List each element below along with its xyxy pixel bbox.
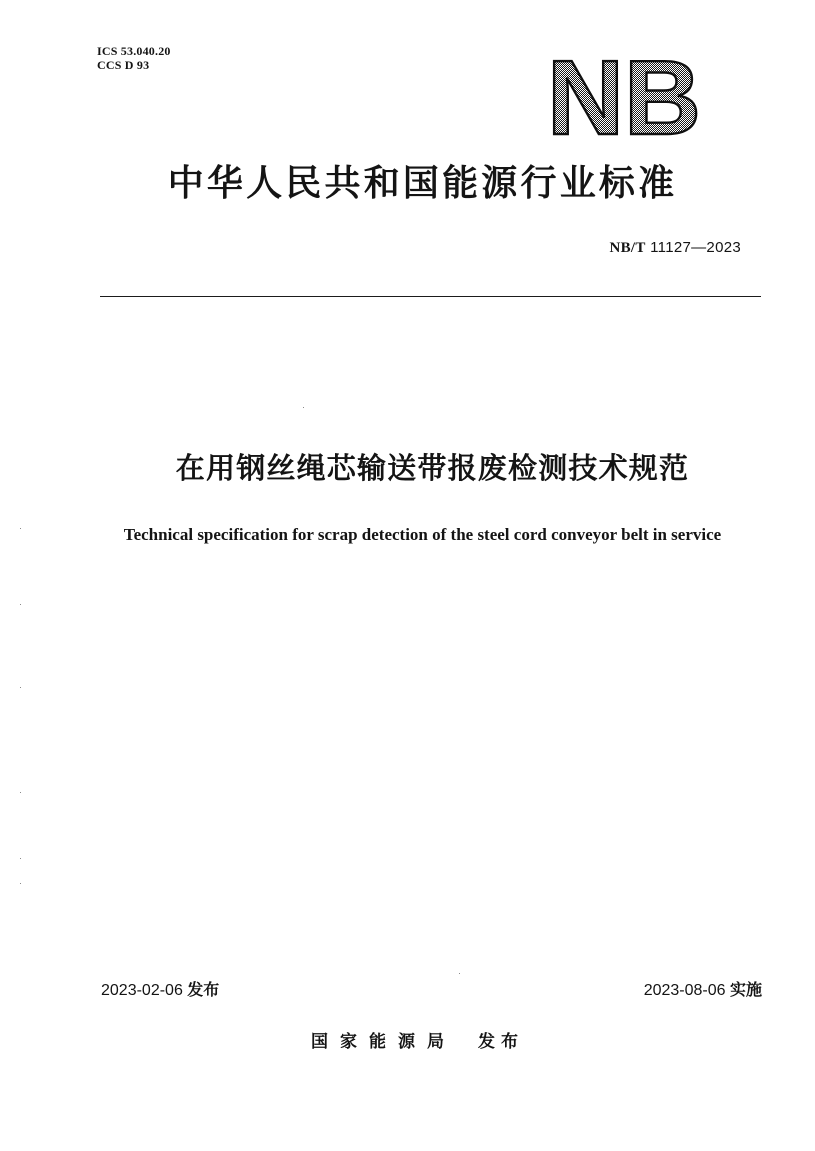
issue-date-value: 2023-02-06 — [101, 982, 183, 999]
scan-speck — [459, 973, 460, 974]
scan-speck — [20, 528, 21, 529]
spec-title-chinese: 在用钢丝绳芯输送带报废检测技术规范 — [175, 451, 690, 485]
issue-label: 发布 — [187, 980, 220, 999]
ics-code: ICS 53.040.20 — [97, 44, 171, 58]
standard-number-value: 11127—2023 — [650, 239, 741, 256]
svg-text:NB: NB — [547, 48, 701, 143]
scan-speck — [20, 858, 21, 859]
implementation-date-value: 2023-08-06 — [643, 982, 726, 999]
publisher-org: 国家能源局 — [311, 1032, 456, 1052]
standard-code: NB/T — [609, 240, 646, 256]
spec-title-english: Technical specification for scrap detection of the steel cord conveyor belt in service — [123, 525, 722, 544]
scan-speck — [20, 687, 21, 688]
standard-category-title: 中华人民共和国能源行业标准 — [167, 163, 678, 204]
publisher — [0, 1031, 815, 1053]
implementation-label: 实施 — [729, 980, 762, 999]
header-divider — [100, 296, 761, 297]
scan-speck — [20, 604, 21, 605]
publisher-action: 发布 — [478, 1032, 524, 1052]
nb-logo — [545, 48, 705, 143]
scan-speck — [303, 407, 304, 408]
ccs-code: CCS D 93 — [97, 58, 150, 72]
scan-speck — [20, 792, 21, 793]
implementation-date — [644, 980, 762, 1001]
issue-date — [101, 980, 219, 1001]
scan-speck — [20, 883, 21, 884]
standard-number — [609, 238, 741, 258]
